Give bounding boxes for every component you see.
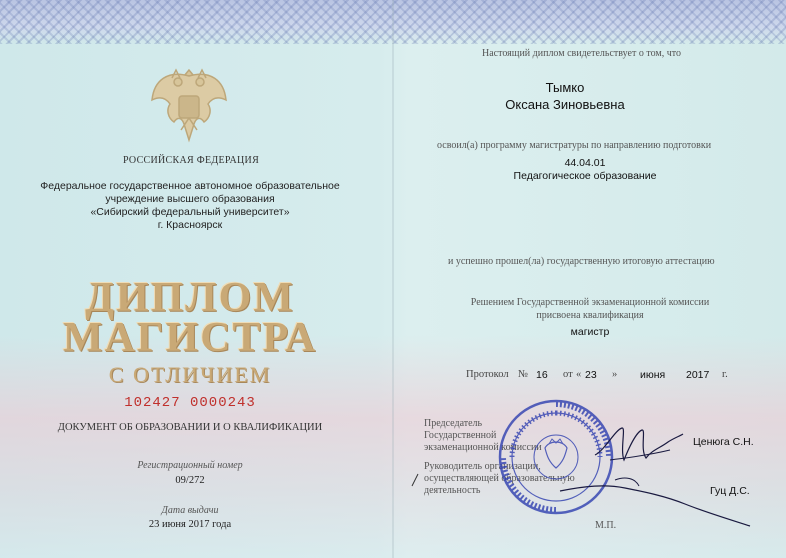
institution-block [40,180,340,232]
intro-text: Настоящий диплом свидетельствует о том, что [482,48,681,59]
program-text: освоил(а) программу магистратуры по направлению подготовки [437,140,712,151]
honors-label: С ОТЛИЧИЕМ [108,362,272,387]
title-line-2: МАГИСТРА [62,315,318,361]
chair-line: экзаменационной комиссии [424,442,542,453]
graduate-surname: Тымко [545,80,585,95]
head-line: Руководитель организации, [424,461,541,472]
protocol-number: 16 [536,369,548,381]
quote-open: « [576,369,582,380]
serial-number: 102427 0000243 [124,395,256,411]
program-code: 44.04.01 [564,157,606,169]
fold-line [392,0,394,558]
head-signature-icon [555,466,755,528]
protocol-from: от [563,369,573,380]
document-type: ДОКУМЕНТ ОБ ОБРАЗОВАНИИ И О КВАЛИФИКАЦИИ [57,422,323,433]
number-sign: № [518,369,529,380]
seal-place-label: М.П. [595,520,617,531]
head-name: Гуц Д.С. [710,485,750,497]
issue-date-label: Дата выдачи [161,505,219,516]
head-line: осуществляющей образовательную [424,473,575,484]
program-name: Педагогическое образование [513,170,657,182]
decision-line-2: присвоена квалификация [536,310,644,321]
coat-of-arms-icon [148,60,230,148]
title-line-1: ДИПЛОМ [85,275,295,321]
qualification: магистр [570,326,610,338]
diploma-title [60,275,320,361]
chair-signature-icon [590,420,685,470]
institution-line: «Сибирский федеральный университет» [90,206,290,218]
protocol-day: 23 [585,369,597,381]
graduate-name: Оксана Зиновьевна [505,97,625,112]
protocol-label: Протокол [466,369,509,380]
chair-name: Ценюга С.Н. [693,436,754,448]
institution-line: Федеральное государственное автономное образовательное [40,180,340,192]
pen-mark-icon [410,472,420,488]
protocol-line [466,369,766,385]
year-suffix: г. [722,369,728,380]
head-line: деятельность [424,485,481,496]
chair-line: Государственной [424,430,497,441]
quote-close: » [612,369,618,380]
registration-label: Регистрационный номер [137,460,243,471]
institution-line: учреждение высшего образования [105,193,275,205]
chair-line: Председатель [424,418,483,429]
protocol-year: 2017 [686,369,710,381]
protocol-month: июня [640,369,666,381]
country-name: РОССИЙСКАЯ ФЕДЕРАЦИЯ [122,155,260,166]
attestation-text: и успешно прошел(ла) государственную итоговую аттестацию [448,256,715,267]
institution-line: г. Красноярск [157,219,223,231]
issue-date: 23 июня 2017 года [148,519,232,530]
decision-line-1: Решением Государственной экзаменационной комиссии [470,297,710,308]
registration-number: 09/272 [175,475,205,486]
